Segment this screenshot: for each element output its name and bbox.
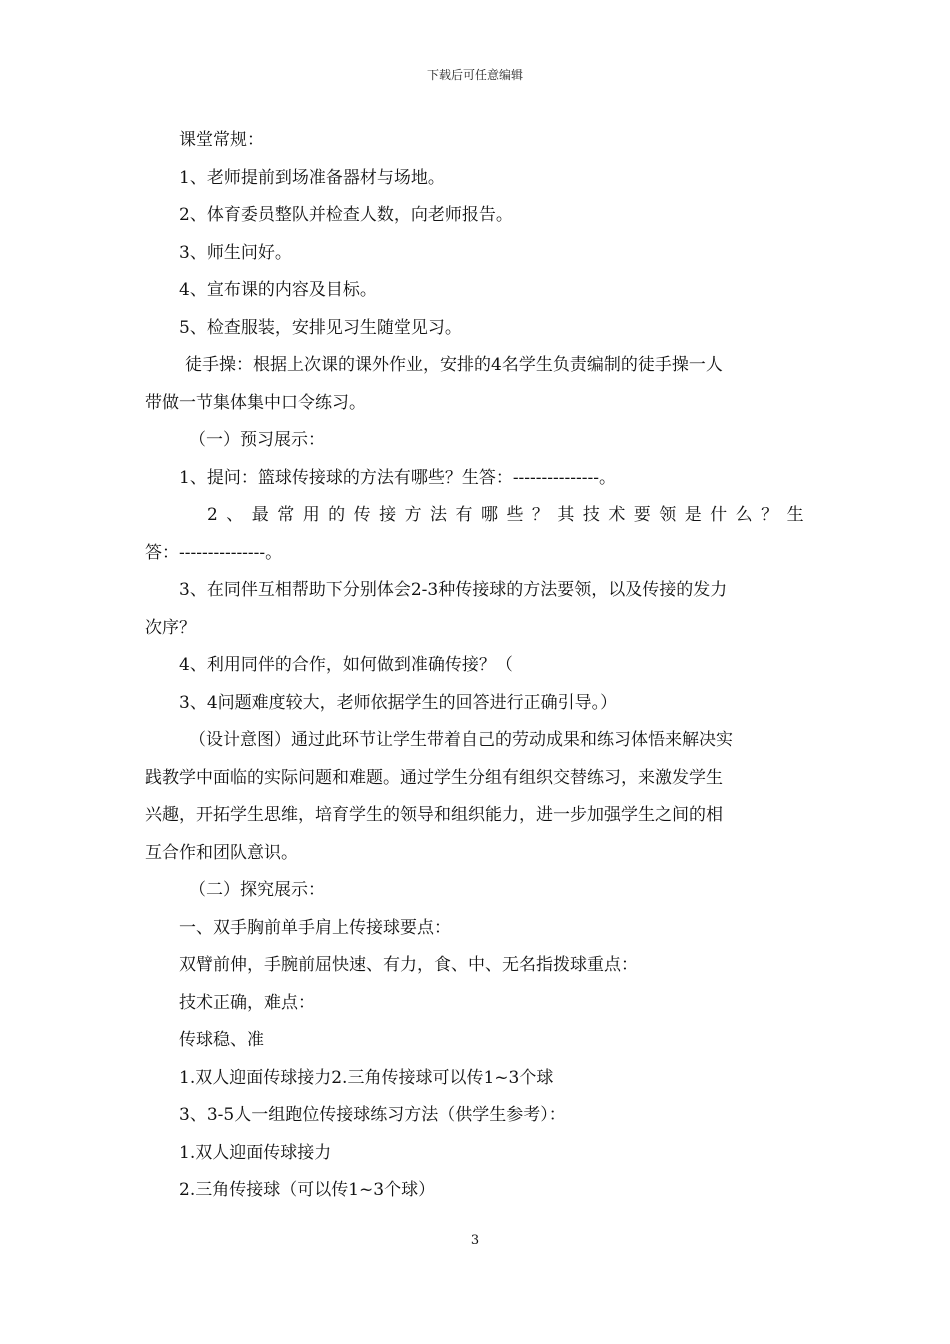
list-item: 2、最常用的传接方法有哪些？其技术要领是什么？生	[207, 505, 807, 525]
section-heading-explore: （二）探究展示：	[189, 880, 325, 900]
list-item: 5、检查服装，安排见习生随堂见习。	[179, 317, 462, 338]
list-item: 1.双人迎面传球接力	[179, 1142, 332, 1163]
list-item: 1.双人迎面传球接力2.三角传接球可以传1~3个球	[179, 1067, 554, 1088]
document-body	[145, 122, 807, 1210]
list-item: 1、提问：篮球传接球的方法有哪些？生答：---------------。	[179, 467, 616, 488]
page-header: 下载后可任意编辑	[426, 68, 523, 82]
list-item: 2.三角传接球（可以传1~3个球）	[179, 1180, 436, 1200]
paragraph-line: 徒手操：根据上次课的课外作业，安排的4名学生负责编制的徒手操一人	[185, 355, 723, 375]
paragraph-line: （设计意图）通过此环节让学生带着自己的劳动成果和练习体悟来解决实	[189, 730, 733, 750]
heading-classroom-routine: 课堂常规：	[179, 130, 264, 150]
list-item: 3、师生问好。	[179, 242, 292, 263]
paragraph-line: 践教学中面临的实际问题和难题。通过学生分组有组织交替练习，来激发学生	[145, 767, 723, 788]
list-item: 3、在同伴互相帮助下分别体会2-3种传接球的方法要领，以及传接的发力	[179, 580, 728, 600]
paragraph-line: 技术正确，难点：	[179, 992, 315, 1013]
paragraph-line: 带做一节集体集中口令练习。	[145, 392, 366, 413]
list-item: 1、老师提前到场准备器材与场地。	[179, 167, 445, 188]
section-heading-preview: （一）预习展示：	[189, 430, 325, 450]
list-item: 3、3-5人一组跑位传接球练习方法（供学生参考）：	[179, 1105, 566, 1125]
list-item: 4、宣布课的内容及目标。	[179, 280, 377, 300]
paragraph-line: 互合作和团队意识。	[145, 842, 298, 863]
paragraph-line: 双臂前伸，手腕前屈快速、有力，食、中、无名指拨球重点：	[179, 955, 638, 975]
list-item: 2、体育委员整队并检查人数，向老师报告。	[179, 205, 513, 225]
paragraph-line: 一、双手胸前单手肩上传接球要点：	[179, 917, 451, 938]
paragraph-line: 次序？	[145, 617, 196, 638]
paragraph-line: 3、4问题难度较大，老师依据学生的回答进行正确引导。）	[179, 692, 618, 713]
paragraph-line: 答：---------------。	[145, 542, 283, 563]
page-number: 3	[470, 1233, 480, 1248]
list-item: 4、利用同伴的合作，如何做到准确传接？（	[179, 655, 513, 675]
paragraph-line: 传球稳、准	[179, 1030, 264, 1050]
paragraph-line: 兴趣，开拓学生思维，培育学生的领导和组织能力，进一步加强学生之间的相	[145, 805, 723, 825]
